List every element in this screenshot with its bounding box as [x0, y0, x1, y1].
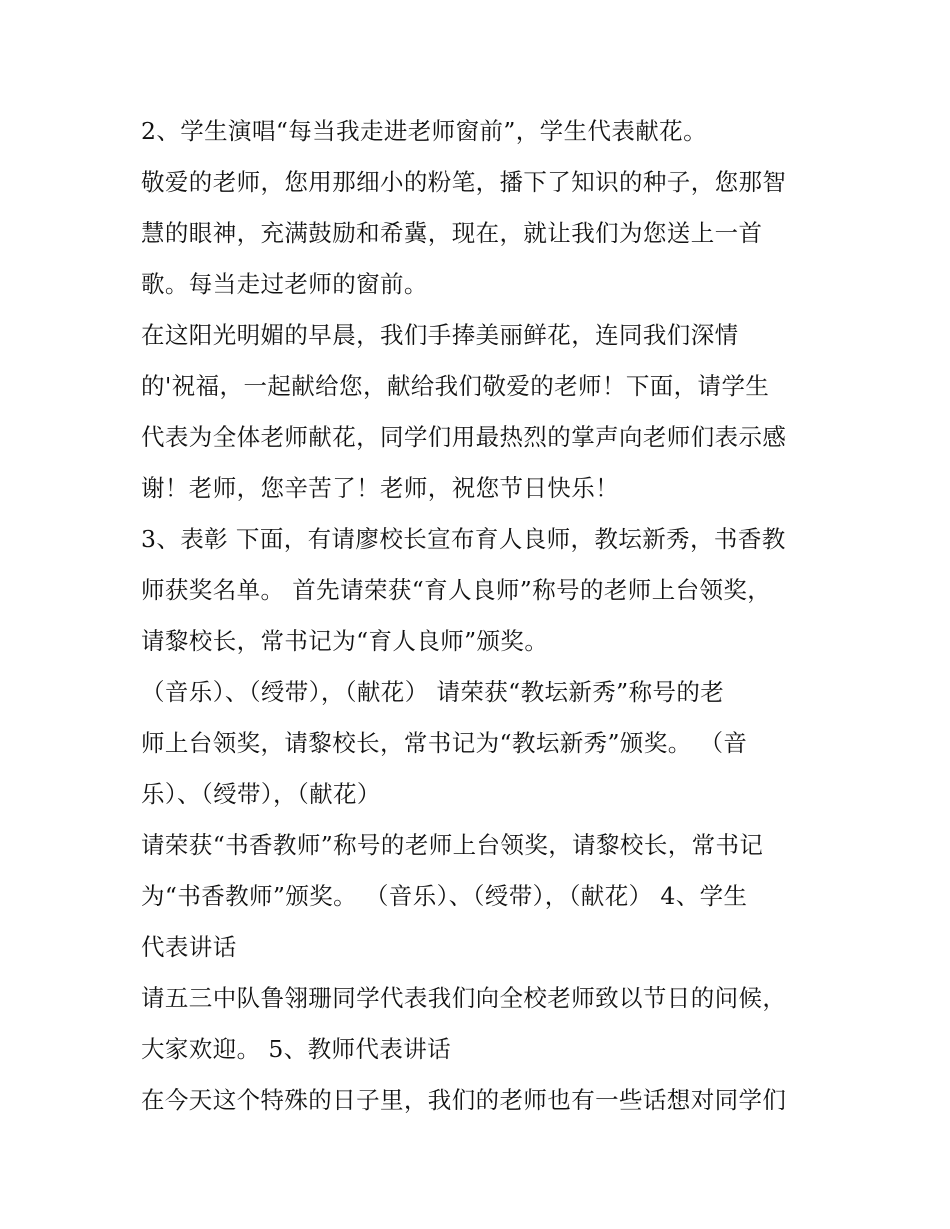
- document-body: [141, 106, 821, 1126]
- text-line: 2、学生演唱“每当我走进老师窗前”，学生代表献花。: [141, 117, 707, 145]
- text-line: 敬爱的老师，您用那细小的粉笔，播下了知识的种子，您那智: [141, 168, 787, 196]
- text-line: 乐）、（绶带），（献花）: [141, 780, 381, 808]
- text-line: 的'祝福，一起献给您，献给我们敬爱的老师！下面，请学生: [141, 372, 770, 400]
- text-line: 代表为全体老师献花，同学们用最热烈的掌声向老师们表示感: [141, 423, 787, 451]
- text-line: 在这阳光明媚的早晨，我们手捧美丽鲜花，连同我们深情: [141, 321, 739, 349]
- text-line: 代表讲话: [141, 933, 237, 961]
- text-line: 在今天这个特殊的日子里，我们的老师也有一些话想对同学们: [141, 1086, 787, 1114]
- text-line: （音乐）、（绶带），（献花） 请荣获“教坛新秀”称号的老: [141, 678, 725, 706]
- text-line: 谢！老师，您辛苦了！老师，祝您节日快乐！: [141, 474, 619, 502]
- text-line: 慧的眼神，充满鼓励和希冀，现在，就让我们为您送上一首: [141, 219, 763, 247]
- text-line: 大家欢迎。 5、教师代表讲话: [141, 1035, 452, 1063]
- text-line: 请黎校长，常书记为“育人良师”颁奖。: [141, 627, 549, 655]
- text-line: 为“书香教师”颁奖。 （音乐）、（绶带），（献花） 4、学生: [141, 882, 748, 910]
- text-line: 请荣获“书香教师”称号的老师上台领奖，请黎校长，常书记: [141, 831, 764, 859]
- text-line: 3、表彰 下面，有请廖校长宣布育人良师，教坛新秀，书香教: [141, 525, 786, 553]
- text-line: 师获奖名单。 首先请荣获“育人良师”称号的老师上台领奖，: [141, 576, 772, 604]
- text-line: 请五三中队鲁翎珊同学代表我们向全校老师致以节日的问候，: [141, 984, 787, 1012]
- text-line: 师上台领奖，请黎校长，常书记为“教坛新秀”颁奖。 （音: [141, 729, 748, 757]
- text-line: 歌。每当走过老师的窗前。: [141, 270, 428, 298]
